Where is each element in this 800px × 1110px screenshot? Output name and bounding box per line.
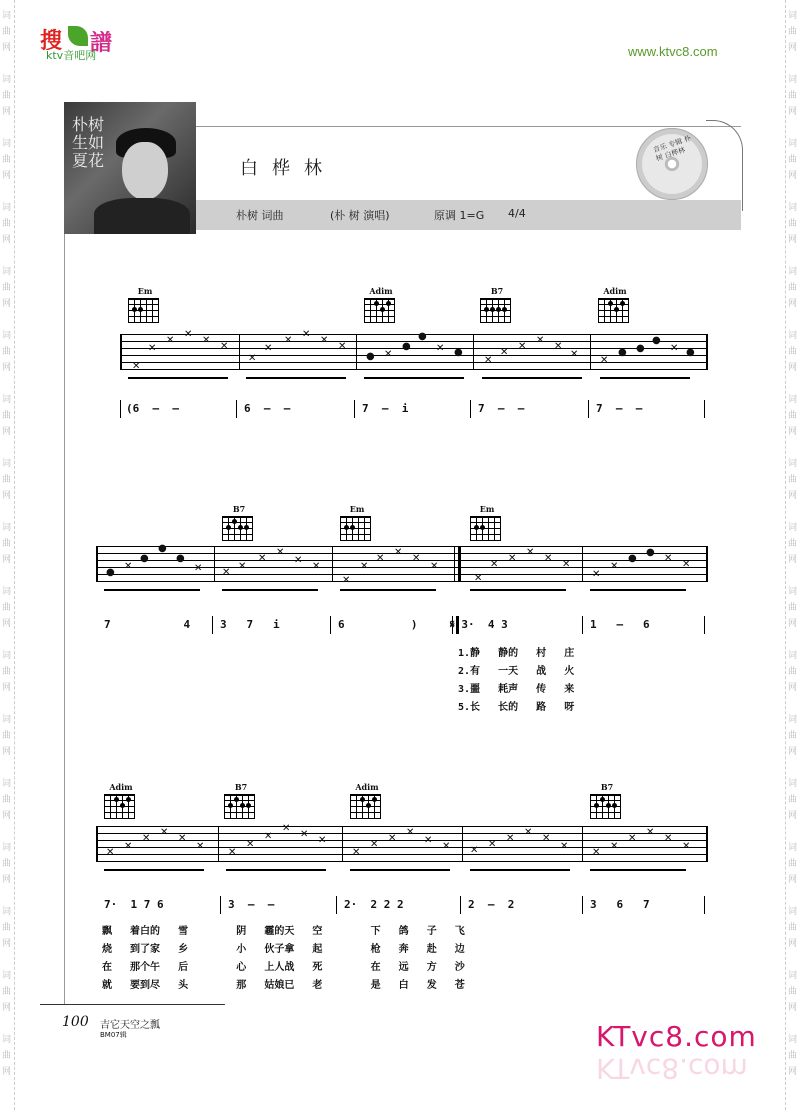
- side-watermark-char: 词: [2, 651, 12, 661]
- side-watermark-char: 网: [788, 491, 798, 501]
- side-watermark-char: 词: [2, 267, 12, 277]
- side-watermark-char: 网: [2, 619, 12, 629]
- side-watermark-char: 网: [788, 43, 798, 53]
- side-watermark-char: 曲: [788, 347, 798, 357]
- side-watermark-char: 网: [788, 875, 798, 885]
- numbered-notation: 6 ): [338, 618, 418, 631]
- side-watermark-char: 词: [2, 395, 12, 405]
- side-watermark-char: 网: [2, 107, 12, 117]
- side-watermark-char: 网: [788, 811, 798, 821]
- logo-subtitle: ktv音吧网: [46, 49, 97, 62]
- numbered-notation: 6 – –: [244, 402, 291, 415]
- side-watermark-char: 网: [788, 1003, 798, 1013]
- side-watermark-char: 词: [788, 75, 798, 85]
- lyric-line: 飘 着白的 雪 阴 霾的天 空 下 鸽 子 飞: [102, 926, 465, 937]
- side-watermark-char: 词: [788, 971, 798, 981]
- side-watermark-char: 网: [2, 491, 12, 501]
- side-watermark-char: 曲: [788, 923, 798, 933]
- side-watermark-char: 网: [2, 43, 12, 53]
- numbered-notation: 1 – 6: [590, 618, 650, 631]
- side-watermark-char: 网: [788, 1067, 798, 1077]
- site-url[interactable]: www.ktvc8.com: [628, 44, 718, 59]
- performer-text: (朴 树 演唱): [330, 209, 390, 222]
- side-watermark-char: 词: [788, 907, 798, 917]
- side-watermark-char: 词: [788, 587, 798, 597]
- side-watermark-char: 网: [2, 875, 12, 885]
- side-watermark-char: 曲: [788, 1051, 798, 1061]
- side-watermark-char: 词: [788, 1035, 798, 1045]
- lyric-line: 在 那个午 后 心 上人战 死 在 远 方 沙: [102, 962, 465, 973]
- side-watermark-char: 曲: [788, 859, 798, 869]
- side-watermark-char: 词: [2, 907, 12, 917]
- side-watermark-char: 曲: [2, 987, 12, 997]
- footer-rule: [40, 1004, 225, 1005]
- right-watermark-column: [785, 0, 800, 1110]
- side-watermark-char: 词: [2, 715, 12, 725]
- side-watermark-char: 曲: [788, 795, 798, 805]
- side-watermark-char: 网: [2, 1067, 12, 1077]
- side-watermark-char: 曲: [2, 1051, 12, 1061]
- site-watermark: KTvc8.com: [596, 1020, 757, 1053]
- side-watermark-char: 词: [2, 203, 12, 213]
- side-watermark-char: 词: [788, 523, 798, 533]
- side-watermark-char: 网: [2, 1003, 12, 1013]
- numbered-notation: 7· 1 7 6: [104, 898, 164, 911]
- side-watermark-char: 网: [2, 747, 12, 757]
- side-watermark-char: 曲: [788, 155, 798, 165]
- side-watermark-char: 曲: [2, 411, 12, 421]
- side-watermark-char: 词: [788, 11, 798, 21]
- album-photo: [64, 102, 196, 234]
- margin-rule: [64, 234, 65, 1004]
- lyric-line: 1.静 静的 村 庄: [458, 648, 575, 659]
- side-watermark-char: 词: [2, 779, 12, 789]
- key-text: 原调 1=G: [434, 209, 485, 222]
- side-watermark-char: 网: [788, 683, 798, 693]
- side-watermark-char: 曲: [2, 91, 12, 101]
- side-watermark-char: 网: [2, 235, 12, 245]
- side-watermark-char: 曲: [788, 539, 798, 549]
- side-watermark-char: 曲: [788, 91, 798, 101]
- numbered-notation: 3 6 7: [590, 898, 650, 911]
- side-watermark-char: 曲: [2, 219, 12, 229]
- numbered-notation: 7 – –: [478, 402, 525, 415]
- side-watermark-char: 曲: [2, 475, 12, 485]
- side-watermark-char: 曲: [788, 411, 798, 421]
- tab-staff: ✕ ✕ ✕ ✕ ✕ ✕ ✕ ✕ ✕ ✕ ✕ ✕ ✕ ✕ ✕ ✕ ✕ ✕ ✕ ✕ ✕ ✕ ✕ ✕ ✕ ✕ ✕ ✕ ✕ ✕: [96, 826, 708, 862]
- side-watermark-char: 词: [2, 971, 12, 981]
- side-watermark-char: 词: [2, 75, 12, 85]
- song-info-bar: [196, 200, 741, 230]
- numbered-notation: 2· 2 2 2: [344, 898, 404, 911]
- side-watermark-char: 网: [2, 427, 12, 437]
- side-watermark-char: 网: [2, 299, 12, 309]
- logo-pu[interactable]: 譜: [90, 30, 113, 56]
- side-watermark-char: 网: [788, 171, 798, 181]
- side-watermark-char: 网: [2, 171, 12, 181]
- footer-title: 吉它天空之瓢: [100, 1020, 160, 1031]
- side-watermark-char: 网: [788, 235, 798, 245]
- numbered-notation: 7 – i: [362, 402, 409, 415]
- side-watermark-char: 曲: [2, 27, 12, 37]
- lyric-line: 就 要到尽 头 那 姑娘已 老 是 白 发 苍: [102, 980, 465, 991]
- side-watermark-char: 曲: [2, 667, 12, 677]
- cd-icon: [636, 128, 708, 200]
- side-watermark-char: 曲: [2, 859, 12, 869]
- left-watermark-column: [0, 0, 15, 1110]
- numbered-notation: 7 – –: [596, 402, 643, 415]
- side-watermark-char: 网: [788, 619, 798, 629]
- side-watermark-char: 网: [788, 427, 798, 437]
- side-watermark-char: 词: [788, 139, 798, 149]
- side-watermark-char: 词: [2, 139, 12, 149]
- side-watermark-char: 网: [788, 747, 798, 757]
- tab-staff: ✕ ✕ ✕ ✕ ✕ ✕ ✕ ✕ ✕ ✕ ✕ ✕ ● ✕ ● ● ✕ ● ✕ ✕ ✕ ✕ ✕ ✕ ✕ ● ● ● ✕ ●: [120, 334, 708, 370]
- footer-subtitle: BM07辑: [100, 1031, 127, 1039]
- numbered-notation: 7 4: [104, 618, 191, 631]
- numbered-notation: (6 – –: [126, 402, 179, 415]
- lyric-line: 5.长 长的 路 呀: [458, 702, 575, 713]
- side-watermark-char: 曲: [788, 475, 798, 485]
- numbered-notation: 𝄋 3· 4 3: [450, 618, 508, 631]
- side-watermark-char: 词: [788, 331, 798, 341]
- side-watermark-char: 词: [2, 11, 12, 21]
- side-watermark-char: 词: [2, 1035, 12, 1045]
- logo-sou[interactable]: 搜: [40, 28, 63, 54]
- side-watermark-char: 曲: [788, 27, 798, 37]
- numbered-notation: 3 – –: [228, 898, 275, 911]
- side-watermark-char: 词: [788, 843, 798, 853]
- side-watermark-char: 网: [2, 939, 12, 949]
- side-watermark-char: 曲: [2, 539, 12, 549]
- cd-label: 音乐 专辑 朴树 白桦林: [652, 134, 693, 163]
- song-title: 白桦林: [240, 158, 336, 179]
- side-watermark-char: 词: [2, 523, 12, 533]
- lyric-line: 3.噩 耗声 传 来: [458, 684, 575, 695]
- side-watermark-char: 网: [2, 811, 12, 821]
- side-watermark-char: 网: [788, 107, 798, 117]
- side-watermark-char: 词: [2, 459, 12, 469]
- side-watermark-char: 词: [2, 331, 12, 341]
- credit-text: 朴树 词曲: [236, 209, 284, 222]
- side-watermark-char: 词: [788, 715, 798, 725]
- lyric-line: 烧 到了家 乡 小 伙子拿 起 枪 奔 赴 边: [102, 944, 465, 955]
- numbered-notation: 2 – 2: [468, 898, 515, 911]
- side-watermark-char: 曲: [788, 283, 798, 293]
- photo-calligraphy: 朴树 生如夏花: [72, 115, 105, 170]
- side-watermark-char: 曲: [2, 283, 12, 293]
- side-watermark-char: 曲: [788, 219, 798, 229]
- side-watermark-char: 词: [2, 587, 12, 597]
- lyric-line: 2.有 一天 战 火: [458, 666, 575, 677]
- decorative-curve: [706, 120, 743, 211]
- side-watermark-char: 曲: [788, 731, 798, 741]
- numbered-notation: 3 7 i: [220, 618, 280, 631]
- side-watermark-char: 网: [788, 939, 798, 949]
- side-watermark-char: 词: [788, 651, 798, 661]
- page-number: 100: [62, 1014, 89, 1030]
- side-watermark-char: 词: [788, 203, 798, 213]
- site-watermark-reflection: KTvc8.com: [596, 1052, 748, 1085]
- side-watermark-char: 词: [788, 779, 798, 789]
- side-watermark-char: 词: [2, 843, 12, 853]
- side-watermark-char: 曲: [2, 155, 12, 165]
- leaf-icon: [68, 26, 88, 46]
- time-signature: 4/4: [508, 207, 526, 220]
- side-watermark-char: 词: [788, 267, 798, 277]
- side-watermark-char: 曲: [2, 923, 12, 933]
- side-watermark-char: 词: [788, 459, 798, 469]
- side-watermark-char: 网: [788, 363, 798, 373]
- side-watermark-char: 网: [788, 555, 798, 565]
- side-watermark-char: 词: [788, 395, 798, 405]
- side-watermark-char: 曲: [788, 667, 798, 677]
- side-watermark-char: 曲: [788, 603, 798, 613]
- side-watermark-char: 网: [788, 299, 798, 309]
- side-watermark-char: 曲: [2, 731, 12, 741]
- tab-staff: ● ✕ ● ● ● ✕ ✕ ✕ ✕ ✕ ✕ ✕ ✕ ✕ ✕ ✕ ✕ ✕ ✕ ✕ ✕ ✕ ✕ ✕ ✕ ✕ ● ● ✕ ✕: [96, 546, 708, 582]
- side-watermark-char: 网: [2, 363, 12, 373]
- side-watermark-char: 曲: [2, 603, 12, 613]
- side-watermark-char: 曲: [2, 347, 12, 357]
- side-watermark-char: 网: [2, 683, 12, 693]
- side-watermark-char: 网: [2, 555, 12, 565]
- side-watermark-char: 曲: [2, 795, 12, 805]
- side-watermark-char: 曲: [788, 987, 798, 997]
